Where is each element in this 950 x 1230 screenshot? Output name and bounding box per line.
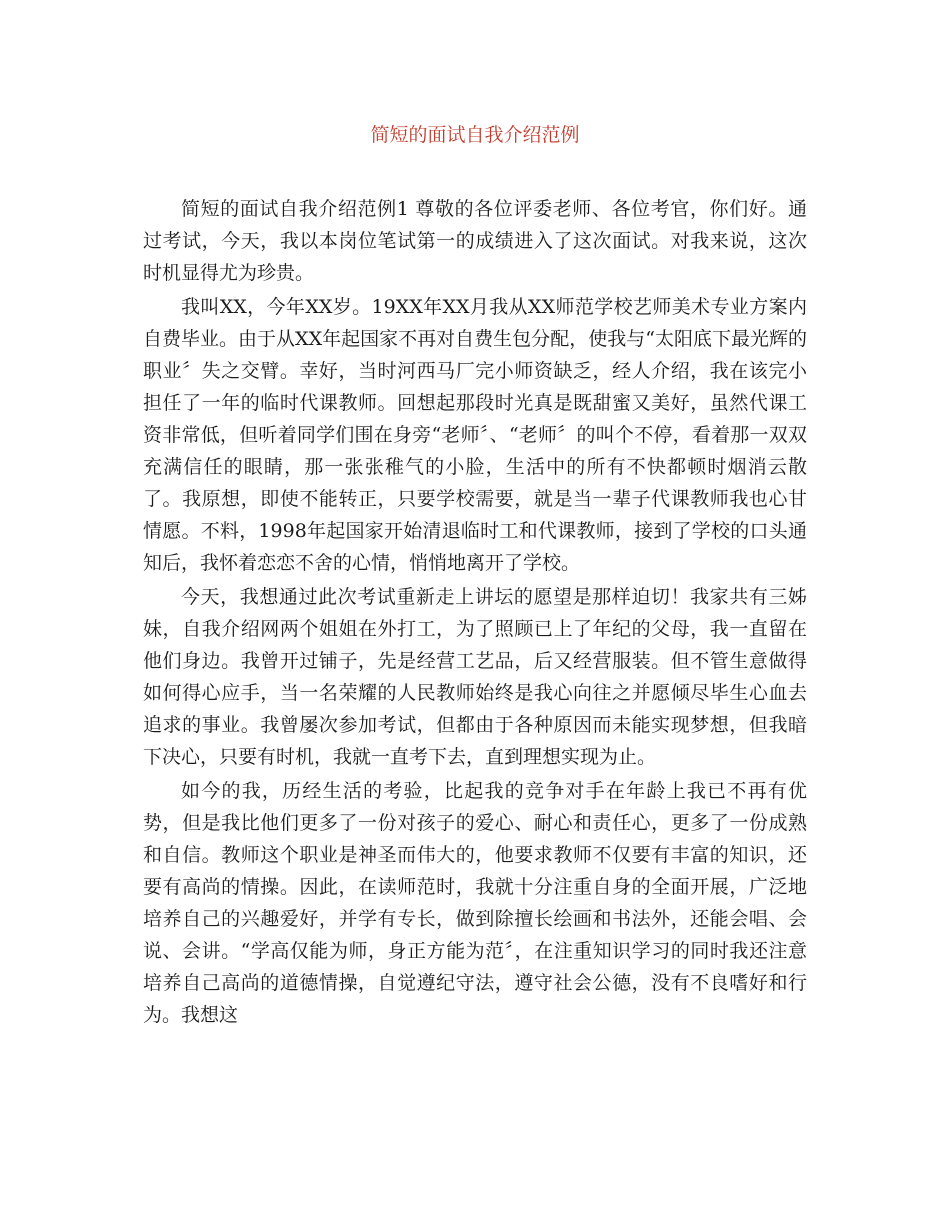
document-body [143, 193, 807, 1033]
paragraph: 简短的面试自我介绍范例1 尊敬的各位评委老师、各位考官，你们好。通过考试，今天，我以本岗位笔试第一的成绩进入了这次面试。对我来说，这次时机显得尤为珍贵。 [143, 198, 807, 284]
paragraph: 今天，我想通过此次考试重新走上讲坛的愿望是那样迫切！我家共有三姊妹，自我介绍网两个姐姐在外打工，为了照顾已上了年纪的父母，我一直留在他们身边。我曾开过铺子，先是经营工艺品，后又经营服装。但不管生意做得如何得心应手，当一名荣耀的人民教师始终是我心向往之并愿倾尽毕生心血去追求的事业。我曾屡次参加考试，但都由于各种原因而未能实现梦想，但我暗下决心，只要有时机，我就一直考下去，直到理想实现为止。 [143, 586, 807, 768]
paragraph: 如今的我，历经生活的考验，比起我的竞争对手在年龄上我已不再有优势，但是我比他们更多了一份对孩子的爱心、耐心和责任心，更多了一份成熟和自信。教师这个职业是神圣而伟大的，他要求教师不仅要有丰富的知识，还要有高尚的情操。因此，在读师范时，我就十分注重自身的全面开展，广泛地培养自己的兴趣爱好，并学有专长，做到除擅长绘画和书法外，还能会唱、会说、会讲。“学高仅能为师，身正方能为范〞，在注重知识学习的同时我还注意培养自己高尚的道德情操，自觉遵纪守法，遵守社会公德，没有不良嗜好和行为。我想这 [143, 780, 807, 1026]
paragraph: 我叫XX，今年XX岁。19XX年XX月我从XX师范学校艺师美术专业方案内自费毕业。由于从XX年起国家不再对自费生包分配，使我与“太阳底下最光辉的职业〞失之交臂。幸好，当时河西马厂完小师资缺乏，经人介绍，我在该完小担任了一年的临时代课教师。回想起那段时光真是既甜蜜又美好，虽然代课工资非常低，但听着同学们围在身旁“老师〞、“老师〞的叫个不停，看着那一双双充满信任的眼睛，那一张张稚气的小脸，生活中的所有不快都顿时烟消云散了。我原想，即使不能转正，只要学校需要，就是当一辈子代课教师我也心甘情愿。不料，1998年起国家开始清退临时工和代课教师，接到了学校的口头通知后，我怀着恋恋不舍的心情，悄悄地离开了学校。 [143, 296, 807, 574]
document-title: 简短的面试自我介绍范例 [370, 124, 580, 146]
